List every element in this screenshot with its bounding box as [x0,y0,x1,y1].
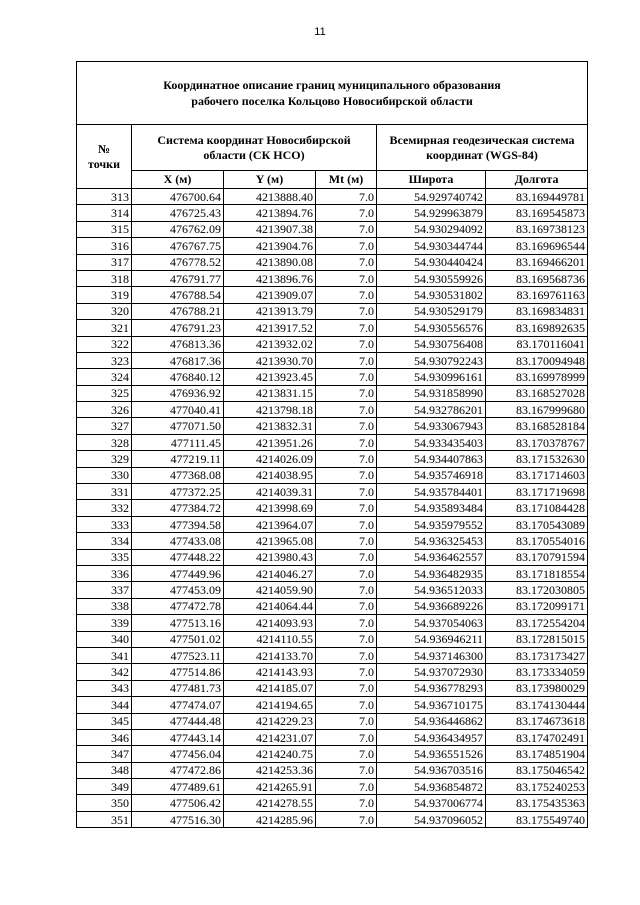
longitude-cell: 83.170094948 [486,352,588,368]
y-cell: 4214194.65 [224,697,316,713]
table-row [77,533,588,549]
mt-cell: 7.0 [316,451,377,467]
mt-cell: 7.0 [316,631,377,647]
point-number-cell: 324 [77,369,132,385]
mt-cell: 7.0 [316,434,377,450]
latitude-cell: 54.935784401 [377,484,486,500]
x-cell: 477368.08 [132,467,224,483]
mt-cell: 7.0 [316,385,377,401]
longitude-cell: 83.170116041 [486,336,588,352]
y-cell: 4214026.09 [224,451,316,467]
latitude-cell: 54.936710175 [377,697,486,713]
latitude-cell: 54.930756408 [377,336,486,352]
point-number-cell: 344 [77,697,132,713]
mt-column-header: Mt (м) [316,171,377,189]
mt-cell: 7.0 [316,320,377,336]
table-row [77,189,588,205]
x-cell: 477443.14 [132,729,224,745]
wgs-system-header-line-1: Всемирная геодезическая система [389,132,575,147]
x-cell: 476700.64 [132,189,224,205]
point-number-cell: 321 [77,320,132,336]
table-title-line-1: Координатное описание границ муниципального образования [163,78,501,92]
point-number-cell: 330 [77,467,132,483]
point-number-header-symbol: № [97,141,111,156]
longitude-cell: 83.169834831 [486,303,588,319]
y-cell: 4213904.76 [224,238,316,254]
table-row [77,451,588,467]
y-cell: 4213932.02 [224,336,316,352]
x-cell: 477489.61 [132,779,224,795]
point-number-cell: 317 [77,254,132,270]
latitude-cell: 54.934407863 [377,451,486,467]
table-row [77,336,588,352]
latitude-cell: 54.931858990 [377,385,486,401]
point-number-cell: 349 [77,779,132,795]
y-cell: 4214231.07 [224,729,316,745]
mt-cell: 7.0 [316,221,377,237]
latitude-cell: 54.935979552 [377,516,486,532]
longitude-cell: 83.174673618 [486,713,588,729]
latitude-cell: 54.936512033 [377,582,486,598]
mt-cell: 7.0 [316,664,377,680]
longitude-column-header: Долгота [486,171,588,189]
latitude-cell: 54.937146300 [377,647,486,663]
mt-cell: 7.0 [316,352,377,368]
longitude-cell: 83.171719698 [486,484,588,500]
local-system-header [132,125,377,171]
table-row [77,434,588,450]
point-number-cell: 325 [77,385,132,401]
x-cell: 477506.42 [132,795,224,811]
table-row [77,303,588,319]
table-row [77,402,588,418]
y-cell: 4214093.93 [224,615,316,631]
point-number-cell: 343 [77,680,132,696]
longitude-cell: 83.175240253 [486,779,588,795]
point-number-cell: 314 [77,205,132,221]
x-cell: 477433.08 [132,533,224,549]
x-cell: 476788.54 [132,287,224,303]
longitude-cell: 83.167999680 [486,402,588,418]
table-row [77,484,588,500]
latitude-cell: 54.930440424 [377,254,486,270]
point-number-header [77,125,132,189]
mt-cell: 7.0 [316,336,377,352]
latitude-cell: 54.930556576 [377,320,486,336]
latitude-cell: 54.930792243 [377,352,486,368]
mt-cell: 7.0 [316,779,377,795]
table-row [77,500,588,516]
table-row [77,549,588,565]
mt-cell: 7.0 [316,500,377,516]
y-cell: 4214133.70 [224,647,316,663]
point-number-cell: 316 [77,238,132,254]
x-cell: 477384.72 [132,500,224,516]
mt-cell: 7.0 [316,303,377,319]
point-number-cell: 323 [77,352,132,368]
column-header-row [77,171,588,189]
x-cell: 477071.50 [132,418,224,434]
y-cell: 4213890.08 [224,254,316,270]
x-cell: 477474.07 [132,697,224,713]
y-cell: 4213831.15 [224,385,316,401]
longitude-cell: 83.170543089 [486,516,588,532]
point-number-cell: 332 [77,500,132,516]
point-number-cell: 328 [77,434,132,450]
table-row [77,352,588,368]
mt-cell: 7.0 [316,287,377,303]
latitude-cell: 54.933435403 [377,434,486,450]
y-cell: 4213907.38 [224,221,316,237]
latitude-cell: 54.936703516 [377,762,486,778]
mt-cell: 7.0 [316,270,377,286]
table-row [77,582,588,598]
point-number-cell: 329 [77,451,132,467]
longitude-cell: 83.175435363 [486,795,588,811]
y-cell: 4214064.44 [224,598,316,614]
latitude-cell: 54.930996161 [377,369,486,385]
point-number-cell: 347 [77,746,132,762]
table-row [77,713,588,729]
table-row [77,615,588,631]
longitude-cell: 83.174130444 [486,697,588,713]
mt-cell: 7.0 [316,565,377,581]
point-number-cell: 331 [77,484,132,500]
latitude-column-header: Широта [377,171,486,189]
longitude-cell: 83.170554016 [486,533,588,549]
x-cell: 477456.04 [132,746,224,762]
point-number-cell: 341 [77,647,132,663]
y-cell: 4213888.40 [224,189,316,205]
latitude-cell: 54.937006774 [377,795,486,811]
point-number-cell: 327 [77,418,132,434]
longitude-cell: 83.169978999 [486,369,588,385]
longitude-cell: 83.169761163 [486,287,588,303]
latitude-cell: 54.936689226 [377,598,486,614]
page-number: 11 [314,26,326,38]
mt-cell: 7.0 [316,549,377,565]
x-cell: 477514.86 [132,664,224,680]
y-cell: 4214185.07 [224,680,316,696]
latitude-cell: 54.935746918 [377,467,486,483]
point-number-cell: 319 [77,287,132,303]
x-cell: 476725.43 [132,205,224,221]
mt-cell: 7.0 [316,516,377,532]
local-system-header-line-2: области (СК НСО) [203,147,305,162]
longitude-cell: 83.170791594 [486,549,588,565]
table-row [77,631,588,647]
longitude-cell: 83.175549740 [486,811,588,827]
x-cell: 476791.23 [132,320,224,336]
point-number-cell: 346 [77,729,132,745]
y-cell: 4213798.18 [224,402,316,418]
table-row [77,729,588,745]
table-row [77,287,588,303]
y-cell: 4213998.69 [224,500,316,516]
y-cell: 4214059.90 [224,582,316,598]
mt-cell: 7.0 [316,582,377,598]
point-number-header-label: точки [87,156,121,171]
longitude-cell: 83.174702491 [486,729,588,745]
latitude-cell: 54.937072930 [377,664,486,680]
latitude-cell: 54.936778293 [377,680,486,696]
latitude-cell: 54.936854872 [377,779,486,795]
y-cell: 4214046.27 [224,565,316,581]
point-number-cell: 340 [77,631,132,647]
y-cell: 4214229.23 [224,713,316,729]
longitude-cell: 83.172554204 [486,615,588,631]
table-row [77,795,588,811]
mt-cell: 7.0 [316,533,377,549]
point-number-cell: 335 [77,549,132,565]
latitude-cell: 54.937054063 [377,615,486,631]
longitude-cell: 83.169449781 [486,189,588,205]
table-row [77,516,588,532]
latitude-cell: 54.930529179 [377,303,486,319]
y-cell: 4214253.36 [224,762,316,778]
x-cell: 476788.21 [132,303,224,319]
point-number-cell: 337 [77,582,132,598]
longitude-cell: 83.169545873 [486,205,588,221]
table-row [77,385,588,401]
longitude-cell: 83.171818554 [486,565,588,581]
y-cell: 4214285.96 [224,811,316,827]
longitude-cell: 83.169696544 [486,238,588,254]
y-cell: 4213930.70 [224,352,316,368]
table-title [77,62,588,125]
latitude-cell: 54.935893484 [377,500,486,516]
x-cell: 477111.45 [132,434,224,450]
mt-cell: 7.0 [316,762,377,778]
table-row [77,270,588,286]
table-row [77,664,588,680]
x-cell: 477219.11 [132,451,224,467]
table-row [77,779,588,795]
latitude-cell: 54.929963879 [377,205,486,221]
longitude-cell: 83.175046542 [486,762,588,778]
mt-cell: 7.0 [316,729,377,745]
mt-cell: 7.0 [316,402,377,418]
y-cell: 4213896.76 [224,270,316,286]
latitude-cell: 54.930559926 [377,270,486,286]
x-cell: 477449.96 [132,565,224,581]
x-cell: 476840.12 [132,369,224,385]
latitude-cell: 54.936325453 [377,533,486,549]
x-cell: 477523.11 [132,647,224,663]
y-cell: 4214038.95 [224,467,316,483]
longitude-cell: 83.173334059 [486,664,588,680]
longitude-cell: 83.168527028 [486,385,588,401]
y-cell: 4213965.08 [224,533,316,549]
longitude-cell: 83.169466201 [486,254,588,270]
latitude-cell: 54.936551526 [377,746,486,762]
point-number-cell: 351 [77,811,132,827]
latitude-cell: 54.936446862 [377,713,486,729]
point-number-cell: 326 [77,402,132,418]
mt-cell: 7.0 [316,746,377,762]
table-title-line-2: рабочего поселка Кольцово Новосибирской области [191,94,473,108]
mt-cell: 7.0 [316,484,377,500]
point-number-cell: 348 [77,762,132,778]
y-cell: 4214039.31 [224,484,316,500]
latitude-cell: 54.936462557 [377,549,486,565]
point-number-cell: 315 [77,221,132,237]
point-number-cell: 333 [77,516,132,532]
local-system-header-line-1: Система координат Новосибирской [157,132,351,147]
x-cell: 477453.09 [132,582,224,598]
y-column-header: Y (м) [224,171,316,189]
table-row [77,238,588,254]
mt-cell: 7.0 [316,189,377,205]
x-cell: 477513.16 [132,615,224,631]
x-cell: 477516.30 [132,811,224,827]
coordinates-table [76,61,588,828]
wgs-system-header [377,125,588,171]
x-column-header: X (м) [132,171,224,189]
x-cell: 477372.25 [132,484,224,500]
x-cell: 476817.36 [132,352,224,368]
longitude-cell: 83.173173427 [486,647,588,663]
x-cell: 476791.77 [132,270,224,286]
longitude-cell: 83.169892635 [486,320,588,336]
point-number-cell: 313 [77,189,132,205]
table-row [77,811,588,827]
table-row [77,647,588,663]
y-cell: 4214143.93 [224,664,316,680]
table-row [77,762,588,778]
point-number-cell: 320 [77,303,132,319]
table-row [77,565,588,581]
point-number-cell: 339 [77,615,132,631]
x-cell: 476762.09 [132,221,224,237]
point-number-cell: 345 [77,713,132,729]
point-number-cell: 350 [77,795,132,811]
y-cell: 4213951.26 [224,434,316,450]
wgs-system-header-line-2: координат (WGS-84) [426,147,538,162]
table-row [77,697,588,713]
mt-cell: 7.0 [316,598,377,614]
x-cell: 477394.58 [132,516,224,532]
point-number-cell: 322 [77,336,132,352]
point-number-cell: 318 [77,270,132,286]
table-row [77,680,588,696]
latitude-cell: 54.933067943 [377,418,486,434]
y-cell: 4214110.55 [224,631,316,647]
x-cell: 476778.52 [132,254,224,270]
x-cell: 477448.22 [132,549,224,565]
longitude-cell: 83.172099171 [486,598,588,614]
y-cell: 4213913.79 [224,303,316,319]
mt-cell: 7.0 [316,418,377,434]
latitude-cell: 54.930294092 [377,221,486,237]
y-cell: 4213964.07 [224,516,316,532]
table-body [77,189,588,828]
y-cell: 4213832.31 [224,418,316,434]
point-number-cell: 336 [77,565,132,581]
x-cell: 477481.73 [132,680,224,696]
y-cell: 4213980.43 [224,549,316,565]
longitude-cell: 83.174851904 [486,746,588,762]
y-cell: 4214278.55 [224,795,316,811]
latitude-cell: 54.936946211 [377,631,486,647]
longitude-cell: 83.169568736 [486,270,588,286]
mt-cell: 7.0 [316,254,377,270]
longitude-cell: 83.169738123 [486,221,588,237]
system-header-row [77,125,588,171]
mt-cell: 7.0 [316,238,377,254]
mt-cell: 7.0 [316,680,377,696]
longitude-cell: 83.173980029 [486,680,588,696]
table-row [77,418,588,434]
longitude-cell: 83.171714603 [486,467,588,483]
x-cell: 477040.41 [132,402,224,418]
latitude-cell: 54.930344744 [377,238,486,254]
mt-cell: 7.0 [316,795,377,811]
longitude-cell: 83.170378767 [486,434,588,450]
latitude-cell: 54.929740742 [377,189,486,205]
table-row [77,320,588,336]
x-cell: 477472.86 [132,762,224,778]
x-cell: 477472.78 [132,598,224,614]
latitude-cell: 54.936434957 [377,729,486,745]
y-cell: 4214240.75 [224,746,316,762]
table-title-row [77,62,588,125]
mt-cell: 7.0 [316,713,377,729]
table-row [77,467,588,483]
table-row [77,369,588,385]
latitude-cell: 54.930531802 [377,287,486,303]
mt-cell: 7.0 [316,615,377,631]
table-row [77,598,588,614]
longitude-cell: 83.172815015 [486,631,588,647]
point-number-cell: 338 [77,598,132,614]
x-cell: 476767.75 [132,238,224,254]
latitude-cell: 54.936482935 [377,565,486,581]
longitude-cell: 83.168528184 [486,418,588,434]
table-row [77,254,588,270]
table-row [77,221,588,237]
x-cell: 477444.48 [132,713,224,729]
longitude-cell: 83.172030805 [486,582,588,598]
table-row [77,205,588,221]
latitude-cell: 54.937096052 [377,811,486,827]
point-number-cell: 342 [77,664,132,680]
x-cell: 476936.92 [132,385,224,401]
y-cell: 4213917.52 [224,320,316,336]
longitude-cell: 83.171084428 [486,500,588,516]
y-cell: 4213923.45 [224,369,316,385]
mt-cell: 7.0 [316,647,377,663]
longitude-cell: 83.171532630 [486,451,588,467]
y-cell: 4213909.07 [224,287,316,303]
table-row [77,746,588,762]
mt-cell: 7.0 [316,467,377,483]
x-cell: 476813.36 [132,336,224,352]
latitude-cell: 54.932786201 [377,402,486,418]
mt-cell: 7.0 [316,205,377,221]
mt-cell: 7.0 [316,811,377,827]
y-cell: 4214265.91 [224,779,316,795]
mt-cell: 7.0 [316,369,377,385]
point-number-cell: 334 [77,533,132,549]
y-cell: 4213894.76 [224,205,316,221]
x-cell: 477501.02 [132,631,224,647]
mt-cell: 7.0 [316,697,377,713]
